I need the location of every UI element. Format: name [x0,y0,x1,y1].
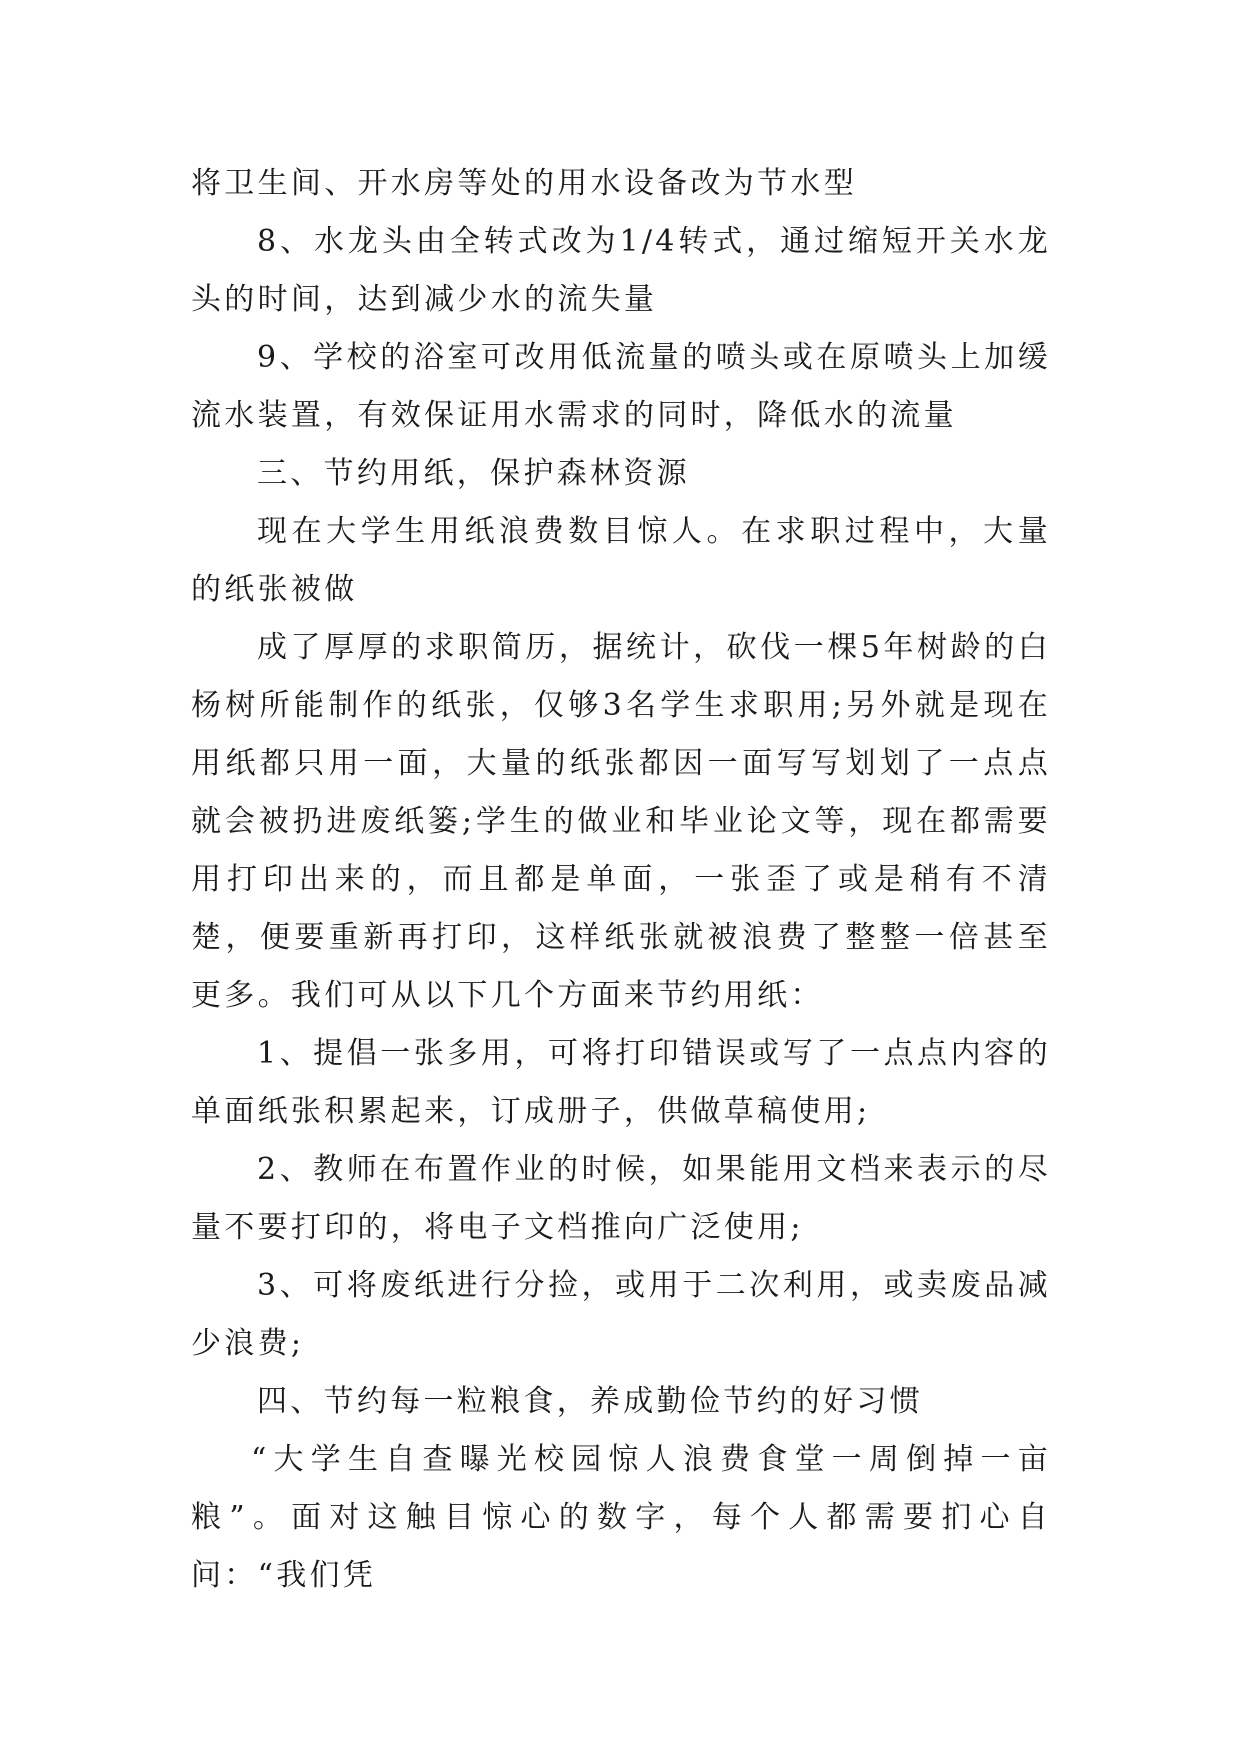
paragraph-paper-item-1: 1、提倡一张多用，可将打印错误或写了一点点内容的单面纸张积累起来，订成册子，供做草稿使用; [191,1036,1051,1129]
section-heading-food: 四、节约每一粒粮食，养成勤俭节约的好习惯 [257,1384,923,1419]
paragraph-paper-item-3: 3、可将废纸进行分捡，或用于二次利用，或卖废品减少浪费; [191,1268,1051,1361]
paragraph-item-8: 8、水龙头由全转式改为1/4转式，通过缩短开关水龙头的时间，达到减少水的流失量 [191,224,1051,317]
paragraph-water-equipment: 将卫生间、开水房等处的用水设备改为节水型 [191,166,857,201]
document-body [191,155,1051,1605]
paragraph-food-quote: “大学生自查曝光校园惊人浪费食堂一周倒掉一亩粮”。面对这触目惊心的数字，每个人都需要扪心自问：“我们凭 [191,1442,1051,1593]
paragraph-paper-waste-detail: 成了厚厚的求职简历，据统计，砍伐一棵5年树龄的白杨树所能制作的纸张，仅够3名学生求职用;另外就是现在用纸都只用一面，大量的纸张都因一面写写划划了一点点就会被扔进废纸篓;学生的做业和毕业论文等，现在都需要用打印出来的，而且都是单面，一张歪了或是稍有不清楚，便要重新再打印，这样纸张就被浪费了整整一倍甚至更多。我们可从以下几个方面来节约用纸： [191,630,1051,1013]
paragraph-paper-item-2: 2、教师在布置作业的时候，如果能用文档来表示的尽量不要打印的，将电子文档推向广泛使用; [191,1152,1051,1245]
paragraph-item-9: 9、学校的浴室可改用低流量的喷头或在原喷头上加缓流水装置，有效保证用水需求的同时，降低水的流量 [191,340,1051,433]
section-heading-paper: 三、节约用纸，保护森林资源 [257,456,690,491]
paragraph-paper-waste-intro: 现在大学生用纸浪费数目惊人。在求职过程中，大量的纸张被做 [191,514,1051,607]
